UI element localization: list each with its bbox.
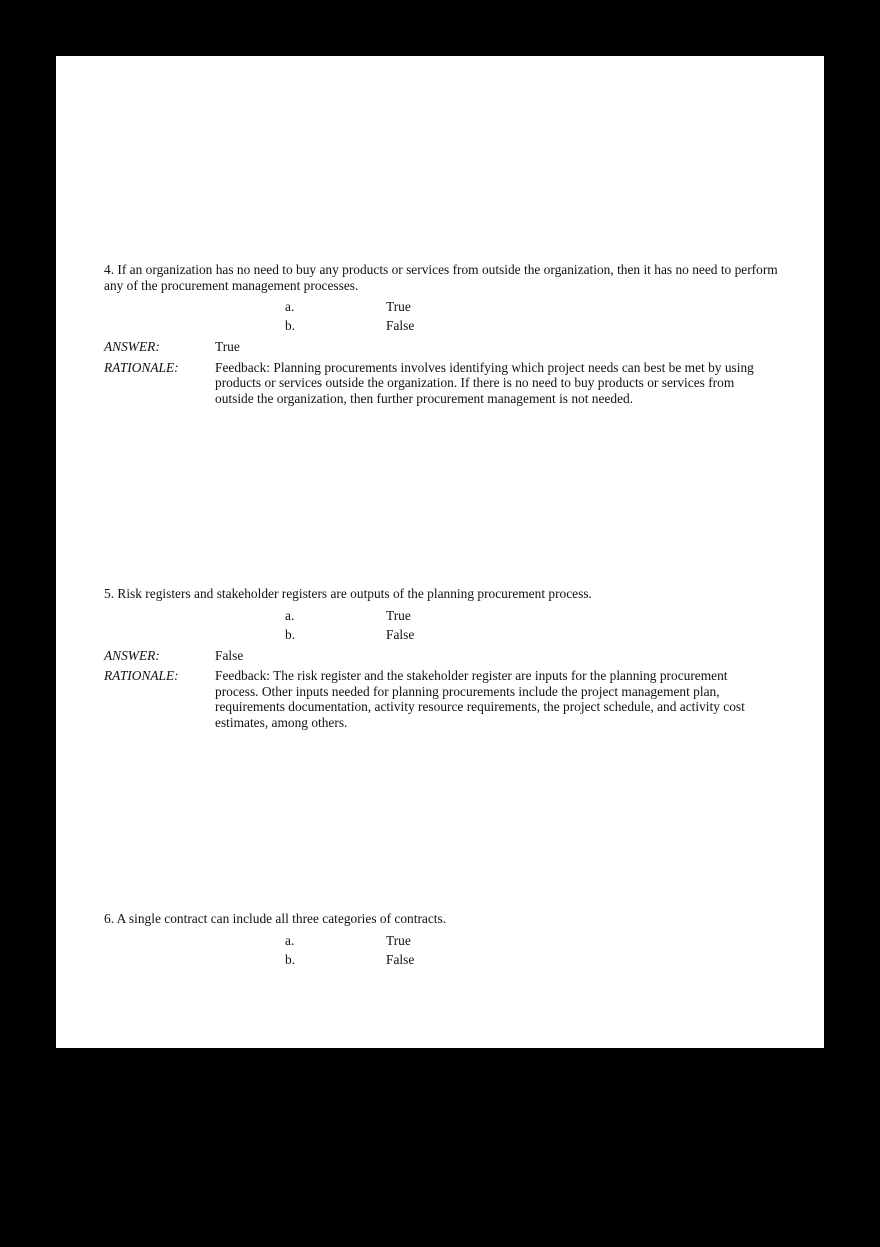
option-letter: a. xyxy=(285,299,295,315)
question-text xyxy=(104,911,780,927)
option-row-b xyxy=(104,625,780,644)
answer-value: True xyxy=(215,339,240,355)
rationale-label: RATIONALE: xyxy=(104,668,179,684)
answer-value: False xyxy=(215,647,244,663)
option-letter: a. xyxy=(285,932,295,948)
option-letter: b. xyxy=(285,626,296,642)
option-row-a xyxy=(104,931,780,950)
question-number: 5. xyxy=(104,586,115,601)
question-text xyxy=(104,586,780,602)
question-number: 4. xyxy=(104,262,115,277)
option-label: True xyxy=(386,299,411,315)
rationale-label: RATIONALE: xyxy=(104,359,179,375)
option-row-a xyxy=(104,297,780,316)
option-label: False xyxy=(386,626,415,642)
option-letter: b. xyxy=(285,318,296,334)
rationale-text: Feedback: Planning procurements involves identifying which project needs can best be met by using products or services outside the organization. If there is no need to buy products or services from outside the organization, then further procurement management is not needed. xyxy=(215,359,754,406)
question-block-4 xyxy=(104,262,780,407)
question-body: Risk registers and stakeholder registers are outputs of the planning procurement process. xyxy=(117,586,592,601)
question-block-5 xyxy=(104,586,780,731)
option-letter: a. xyxy=(285,607,295,623)
answer-label: ANSWER: xyxy=(104,339,160,355)
option-row-b xyxy=(104,950,780,969)
rationale-text: Feedback: The risk register and the stakeholder register are inputs for the planning procurement process. Other inputs needed for planning procurements include the project management plan, requirements documentation, activity resource requirements, the project schedule, and activity cost estimates, among others. xyxy=(215,668,745,730)
option-label: False xyxy=(386,318,415,334)
answer-label: ANSWER: xyxy=(104,647,160,663)
option-label: True xyxy=(386,607,411,623)
question-text xyxy=(104,262,780,293)
question-body: If an organization has no need to buy any products or services from outside the organization, then it has no need to perform any of the procurement management processes. xyxy=(104,262,778,293)
answer-row xyxy=(104,648,780,664)
option-label: False xyxy=(386,951,415,967)
question-number: 6. xyxy=(104,911,115,926)
option-row-b xyxy=(104,316,780,335)
answer-row xyxy=(104,339,780,355)
rationale-row xyxy=(104,668,780,730)
question-block-6 xyxy=(104,911,780,969)
question-body: A single contract can include all three categories of contracts. xyxy=(116,911,447,926)
rationale-row xyxy=(104,360,780,407)
option-letter: b. xyxy=(285,951,296,967)
document-page xyxy=(56,56,824,1048)
option-row-a xyxy=(104,606,780,625)
option-label: True xyxy=(386,932,411,948)
